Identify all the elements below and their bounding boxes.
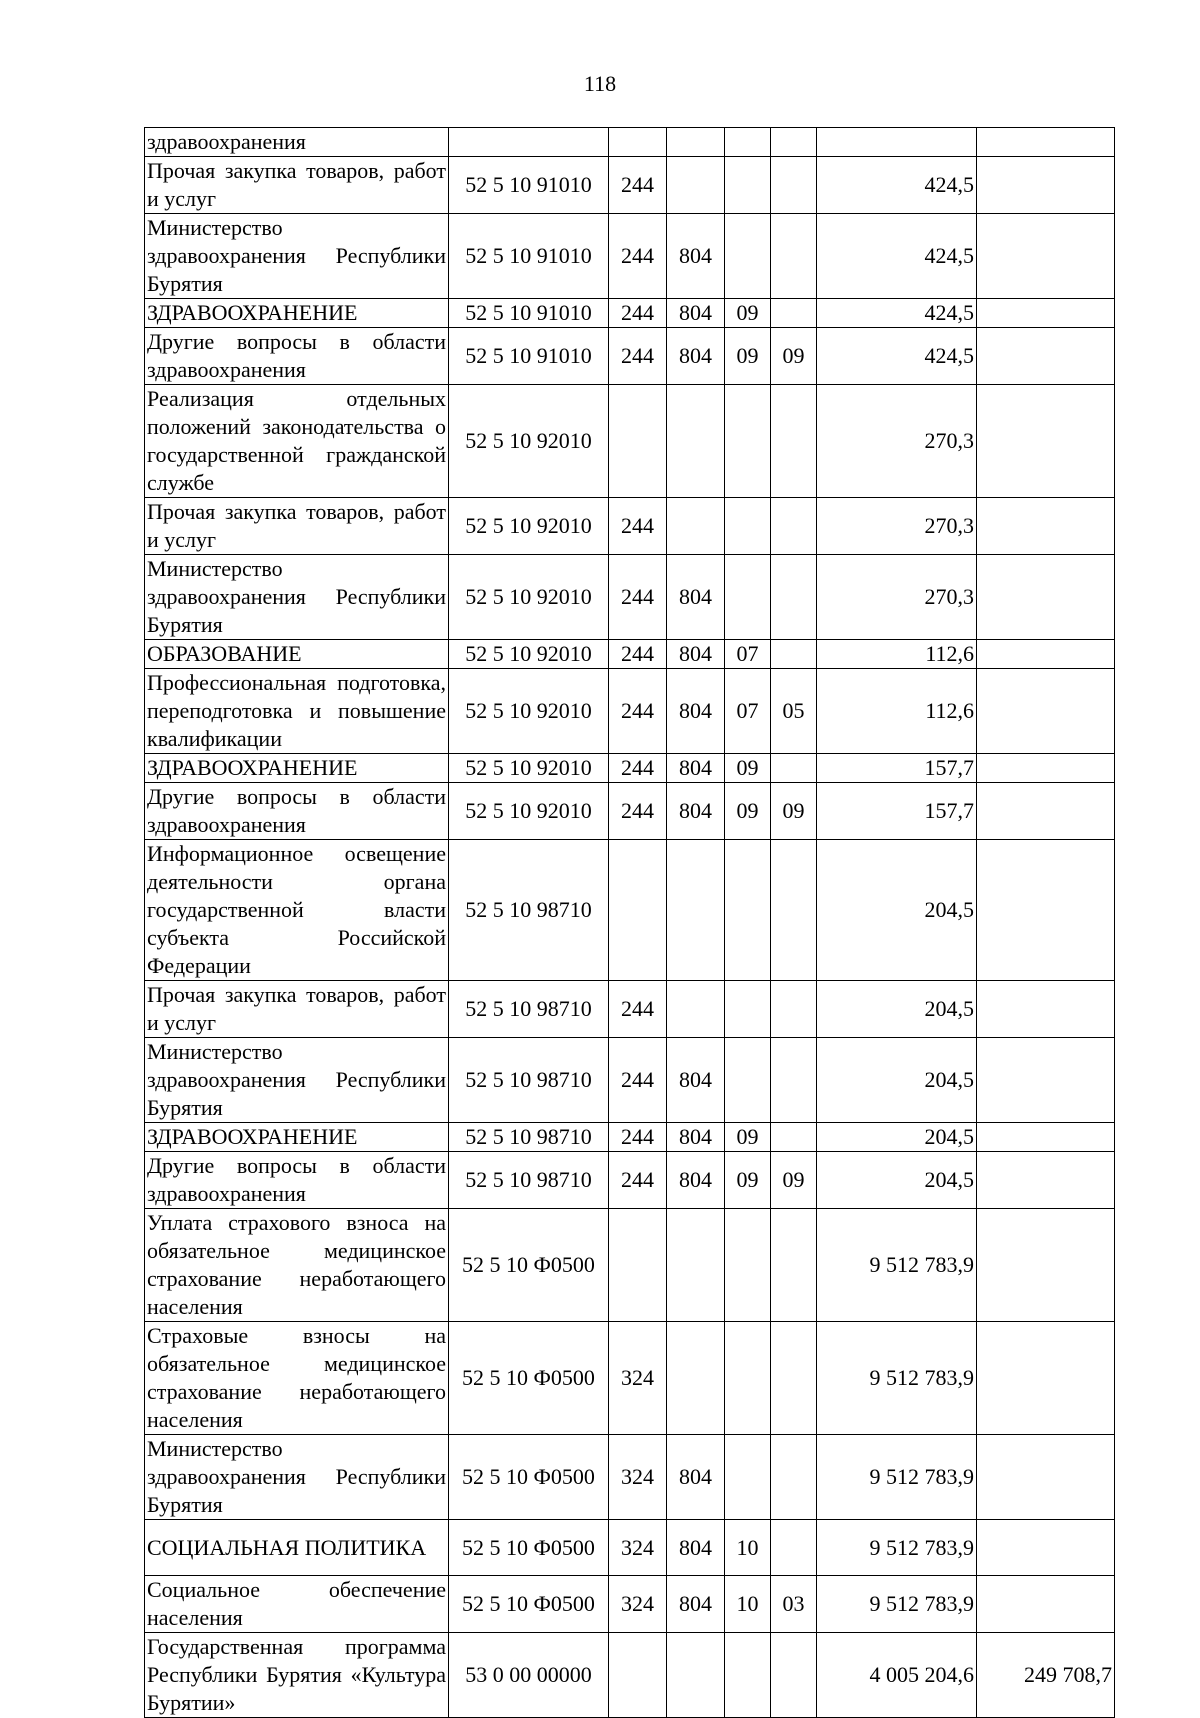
subsection-code-cell (771, 498, 817, 555)
section-code-cell (725, 1209, 771, 1322)
target-article-code-cell: 52 5 10 91010 (449, 157, 609, 214)
target-article-code-cell: 52 5 10 98710 (449, 981, 609, 1038)
table-row (145, 669, 1115, 754)
amount-cell: 270,3 (817, 385, 977, 498)
expense-type-code-cell: 244 (609, 555, 667, 640)
administrator-code-cell (667, 157, 725, 214)
section-code-cell: 09 (725, 754, 771, 783)
section-code-cell: 09 (725, 1152, 771, 1209)
subsection-code-cell: 05 (771, 669, 817, 754)
target-article-code-cell: 52 5 10 Ф0500 (449, 1435, 609, 1520)
section-code-cell: 10 (725, 1576, 771, 1633)
administrator-code-cell: 804 (667, 299, 725, 328)
amount-secondary-cell (977, 754, 1115, 783)
administrator-code-cell (667, 128, 725, 157)
amount-cell: 424,5 (817, 299, 977, 328)
item-name-cell: Государственная программа Республики Бурятия «Культура Бурятии» (145, 1633, 449, 1718)
expense-type-code-cell: 244 (609, 1038, 667, 1123)
table-row (145, 754, 1115, 783)
section-code-cell (725, 1038, 771, 1123)
amount-secondary-cell (977, 1435, 1115, 1520)
item-name-cell: Министерство здравоохранения Республики Бурятия (145, 214, 449, 299)
amount-cell: 4 005 204,6 (817, 1633, 977, 1718)
administrator-code-cell (667, 840, 725, 981)
subsection-code-cell: 09 (771, 1152, 817, 1209)
table-row (145, 498, 1115, 555)
administrator-code-cell (667, 981, 725, 1038)
section-code-cell: 09 (725, 783, 771, 840)
section-code-cell: 07 (725, 669, 771, 754)
amount-cell: 204,5 (817, 840, 977, 981)
table-row (145, 299, 1115, 328)
amount-cell: 9 512 783,9 (817, 1209, 977, 1322)
target-article-code-cell: 52 5 10 92010 (449, 385, 609, 498)
table-row (145, 1038, 1115, 1123)
amount-secondary-cell (977, 1520, 1115, 1576)
amount-cell: 424,5 (817, 157, 977, 214)
page-number: 118 (583, 71, 617, 96)
expense-type-code-cell (609, 840, 667, 981)
item-name-cell: Страховые взносы на обязательное медицинское страхование неработающего населения (145, 1322, 449, 1435)
subsection-code-cell (771, 128, 817, 157)
amount-cell: 157,7 (817, 783, 977, 840)
budget-table (144, 127, 1115, 1718)
section-code-cell (725, 840, 771, 981)
item-name-cell: Прочая закупка товаров, работ и услуг (145, 157, 449, 214)
item-name-cell: СОЦИАЛЬНАЯ ПОЛИТИКА (145, 1520, 449, 1576)
table-row (145, 1633, 1115, 1718)
amount-cell: 112,6 (817, 669, 977, 754)
administrator-code-cell (667, 1209, 725, 1322)
table-row (145, 1435, 1115, 1520)
amount-cell: 424,5 (817, 214, 977, 299)
target-article-code-cell: 52 5 10 98710 (449, 1038, 609, 1123)
subsection-code-cell (771, 1038, 817, 1123)
item-name-cell: Информационное освещение деятельности органа государственной власти субъекта Российской Федерации (145, 840, 449, 981)
item-name-cell: Социальное обеспечение населения (145, 1576, 449, 1633)
target-article-code-cell: 52 5 10 98710 (449, 1123, 609, 1152)
subsection-code-cell (771, 640, 817, 669)
target-article-code-cell: 52 5 10 92010 (449, 640, 609, 669)
amount-secondary-cell (977, 640, 1115, 669)
administrator-code-cell (667, 498, 725, 555)
item-name-cell: Министерство здравоохранения Республики Бурятия (145, 555, 449, 640)
subsection-code-cell (771, 1633, 817, 1718)
expense-type-code-cell (609, 1633, 667, 1718)
subsection-code-cell (771, 1123, 817, 1152)
expense-type-code-cell: 324 (609, 1435, 667, 1520)
expense-type-code-cell: 324 (609, 1322, 667, 1435)
section-code-cell (725, 214, 771, 299)
section-code-cell: 09 (725, 1123, 771, 1152)
amount-cell: 424,5 (817, 328, 977, 385)
subsection-code-cell: 09 (771, 328, 817, 385)
amount-secondary-cell (977, 299, 1115, 328)
subsection-code-cell (771, 754, 817, 783)
target-article-code-cell: 52 5 10 92010 (449, 754, 609, 783)
target-article-code-cell: 52 5 10 Ф0500 (449, 1322, 609, 1435)
amount-secondary-cell (977, 1152, 1115, 1209)
item-name-cell: ЗДРАВООХРАНЕНИЕ (145, 754, 449, 783)
target-article-code-cell: 52 5 10 98710 (449, 1152, 609, 1209)
amount-secondary-cell (977, 157, 1115, 214)
section-code-cell (725, 981, 771, 1038)
target-article-code-cell: 52 5 10 92010 (449, 498, 609, 555)
target-article-code-cell (449, 128, 609, 157)
table-row (145, 157, 1115, 214)
expense-type-code-cell (609, 385, 667, 498)
administrator-code-cell (667, 1322, 725, 1435)
subsection-code-cell (771, 1322, 817, 1435)
table-row (145, 783, 1115, 840)
expense-type-code-cell (609, 1209, 667, 1322)
target-article-code-cell: 52 5 10 92010 (449, 669, 609, 754)
amount-secondary-cell (977, 1209, 1115, 1322)
amount-cell: 270,3 (817, 555, 977, 640)
amount-secondary-cell (977, 498, 1115, 555)
target-article-code-cell: 52 5 10 91010 (449, 328, 609, 385)
section-code-cell: 09 (725, 299, 771, 328)
expense-type-code-cell: 244 (609, 1123, 667, 1152)
table-row (145, 840, 1115, 981)
amount-secondary-cell (977, 783, 1115, 840)
table-row (145, 214, 1115, 299)
expense-type-code-cell: 244 (609, 640, 667, 669)
section-code-cell: 09 (725, 328, 771, 385)
administrator-code-cell (667, 1633, 725, 1718)
expense-type-code-cell: 244 (609, 1152, 667, 1209)
target-article-code-cell: 52 5 10 92010 (449, 783, 609, 840)
administrator-code-cell: 804 (667, 555, 725, 640)
amount-cell: 112,6 (817, 640, 977, 669)
expense-type-code-cell: 244 (609, 498, 667, 555)
administrator-code-cell: 804 (667, 1123, 725, 1152)
item-name-cell: здравоохранения (145, 128, 449, 157)
subsection-code-cell (771, 981, 817, 1038)
expense-type-code-cell: 244 (609, 669, 667, 754)
item-name-cell: Другие вопросы в области здравоохранения (145, 328, 449, 385)
target-article-code-cell: 52 5 10 91010 (449, 214, 609, 299)
subsection-code-cell (771, 840, 817, 981)
table-row (145, 1576, 1115, 1633)
amount-cell: 204,5 (817, 981, 977, 1038)
section-code-cell (725, 1633, 771, 1718)
amount-secondary-cell (977, 840, 1115, 981)
amount-cell: 9 512 783,9 (817, 1322, 977, 1435)
administrator-code-cell: 804 (667, 640, 725, 669)
target-article-code-cell: 52 5 10 92010 (449, 555, 609, 640)
item-name-cell: Уплата страхового взноса на обязательное медицинское страхование неработающего населения (145, 1209, 449, 1322)
subsection-code-cell: 03 (771, 1576, 817, 1633)
target-article-code-cell: 52 5 10 98710 (449, 840, 609, 981)
amount-secondary-cell (977, 981, 1115, 1038)
target-article-code-cell: 52 5 10 Ф0500 (449, 1576, 609, 1633)
amount-secondary-cell (977, 328, 1115, 385)
item-name-cell: ЗДРАВООХРАНЕНИЕ (145, 299, 449, 328)
table-row (145, 640, 1115, 669)
table-row (145, 128, 1115, 157)
table-row (145, 1322, 1115, 1435)
amount-secondary-cell (977, 385, 1115, 498)
target-article-code-cell: 53 0 00 00000 (449, 1633, 609, 1718)
target-article-code-cell: 52 5 10 Ф0500 (449, 1209, 609, 1322)
expense-type-code-cell: 244 (609, 214, 667, 299)
item-name-cell: Министерство здравоохранения Республики Бурятия (145, 1038, 449, 1123)
amount-secondary-cell (977, 1123, 1115, 1152)
amount-secondary-cell (977, 128, 1115, 157)
table-row (145, 555, 1115, 640)
administrator-code-cell: 804 (667, 1038, 725, 1123)
administrator-code-cell: 804 (667, 669, 725, 754)
expense-type-code-cell: 244 (609, 981, 667, 1038)
amount-secondary-cell (977, 669, 1115, 754)
target-article-code-cell: 52 5 10 Ф0500 (449, 1520, 609, 1576)
section-code-cell (725, 385, 771, 498)
subsection-code-cell (771, 1435, 817, 1520)
section-code-cell: 10 (725, 1520, 771, 1576)
administrator-code-cell: 804 (667, 783, 725, 840)
amount-cell (817, 128, 977, 157)
table-row (145, 1520, 1115, 1576)
administrator-code-cell: 804 (667, 754, 725, 783)
amount-secondary-cell (977, 1322, 1115, 1435)
section-code-cell (725, 128, 771, 157)
amount-cell: 204,5 (817, 1152, 977, 1209)
table-row (145, 385, 1115, 498)
table-row (145, 1209, 1115, 1322)
target-article-code-cell: 52 5 10 91010 (449, 299, 609, 328)
item-name-cell: ЗДРАВООХРАНЕНИЕ (145, 1123, 449, 1152)
administrator-code-cell: 804 (667, 1152, 725, 1209)
administrator-code-cell: 804 (667, 1520, 725, 1576)
amount-cell: 270,3 (817, 498, 977, 555)
expense-type-code-cell (609, 128, 667, 157)
section-code-cell (725, 1322, 771, 1435)
subsection-code-cell (771, 1520, 817, 1576)
item-name-cell: Прочая закупка товаров, работ и услуг (145, 498, 449, 555)
item-name-cell: Профессиональная подготовка, переподготовка и повышение квалификации (145, 669, 449, 754)
expense-type-code-cell: 244 (609, 157, 667, 214)
item-name-cell: Другие вопросы в области здравоохранения (145, 783, 449, 840)
section-code-cell (725, 555, 771, 640)
subsection-code-cell (771, 299, 817, 328)
item-name-cell: Реализация отдельных положений законодательства о государственной гражданской службе (145, 385, 449, 498)
table-row (145, 1152, 1115, 1209)
expense-type-code-cell: 244 (609, 299, 667, 328)
table-row (145, 1123, 1115, 1152)
amount-cell: 9 512 783,9 (817, 1435, 977, 1520)
table-body (145, 128, 1115, 1718)
amount-cell: 157,7 (817, 754, 977, 783)
amount-secondary-cell: 249 708,7 (977, 1633, 1115, 1718)
table-row (145, 328, 1115, 385)
amount-cell: 204,5 (817, 1038, 977, 1123)
section-code-cell (725, 157, 771, 214)
amount-cell: 9 512 783,9 (817, 1520, 977, 1576)
subsection-code-cell (771, 555, 817, 640)
expense-type-code-cell: 244 (609, 783, 667, 840)
expense-type-code-cell: 244 (609, 328, 667, 385)
administrator-code-cell: 804 (667, 214, 725, 299)
expense-type-code-cell: 244 (609, 754, 667, 783)
amount-secondary-cell (977, 1038, 1115, 1123)
amount-secondary-cell (977, 214, 1115, 299)
administrator-code-cell: 804 (667, 328, 725, 385)
item-name-cell: ОБРАЗОВАНИЕ (145, 640, 449, 669)
table-row (145, 981, 1115, 1038)
administrator-code-cell: 804 (667, 1435, 725, 1520)
section-code-cell (725, 498, 771, 555)
subsection-code-cell (771, 385, 817, 498)
subsection-code-cell (771, 157, 817, 214)
section-code-cell: 07 (725, 640, 771, 669)
amount-secondary-cell (977, 1576, 1115, 1633)
amount-secondary-cell (977, 555, 1115, 640)
section-code-cell (725, 1435, 771, 1520)
amount-cell: 204,5 (817, 1123, 977, 1152)
expense-type-code-cell: 324 (609, 1576, 667, 1633)
item-name-cell: Прочая закупка товаров, работ и услуг (145, 981, 449, 1038)
item-name-cell: Другие вопросы в области здравоохранения (145, 1152, 449, 1209)
subsection-code-cell (771, 1209, 817, 1322)
administrator-code-cell (667, 385, 725, 498)
subsection-code-cell: 09 (771, 783, 817, 840)
amount-cell: 9 512 783,9 (817, 1576, 977, 1633)
expense-type-code-cell: 324 (609, 1520, 667, 1576)
item-name-cell: Министерство здравоохранения Республики Бурятия (145, 1435, 449, 1520)
administrator-code-cell: 804 (667, 1576, 725, 1633)
subsection-code-cell (771, 214, 817, 299)
